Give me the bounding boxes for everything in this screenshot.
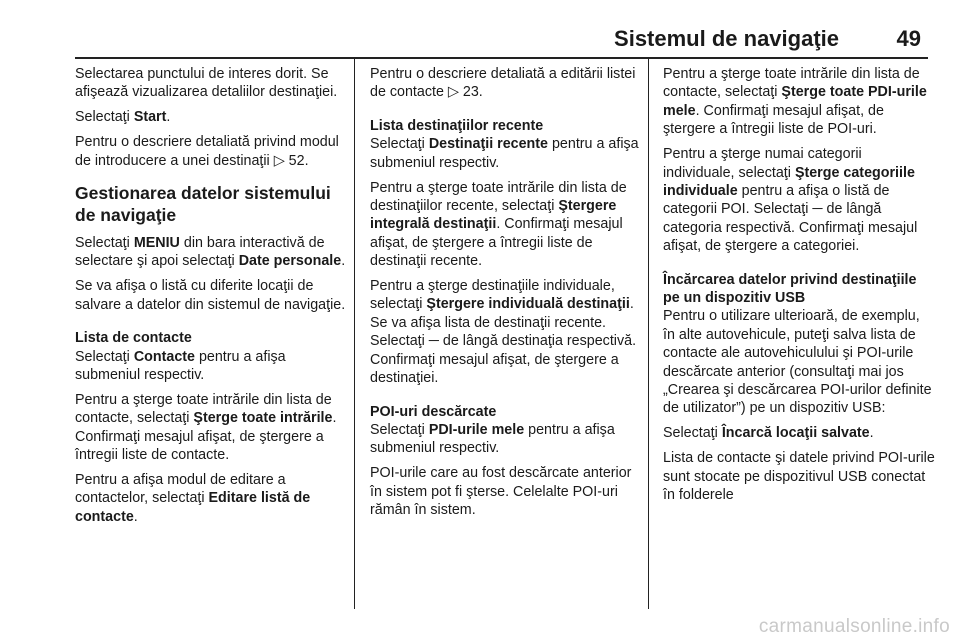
header-rule: [75, 57, 928, 59]
paragraph: Pentru o descriere detaliată a editării listei de contacte ▷ 23.: [370, 66, 636, 101]
paragraph: POI-urile care au fost descărcate anterior în sistem pot fi şterse. Celelalte POI-uri rămân în sistem.: [370, 465, 632, 519]
paragraph: Selectaţi MENIU din bara interactivă de selectare şi apoi selectaţi Date personale.: [75, 235, 346, 270]
page-number: 49: [896, 26, 921, 51]
page-reference-link[interactable]: ▷ 52.: [273, 152, 309, 169]
paragraph: Pentru a şterge destinaţiile individuale, selectaţi Ştergere individuală destinaţii. Se va afişa lista de destinaţii recente. Selectaţi ─ de lângă destinaţia respectivă. Confirmaţi mesajul afişat, de ştergere a destinaţiei.: [370, 278, 637, 387]
column-divider-1: [354, 58, 355, 609]
paragraph: Pentru o descriere detaliată privind modul de introducere a unei destinaţii ▷ 52.: [75, 134, 339, 169]
column-3: [663, 65, 935, 511]
paragraph: Lista de contacte şi datele privind POI-urile sunt stocate pe dispozitivul USB conectat în folderele: [663, 450, 935, 504]
subheading-downloaded-poi: POI-uri descărcate: [370, 403, 497, 420]
paragraph: Selectaţi Încarcă locaţii salvate.: [663, 425, 874, 442]
page-header: [75, 26, 925, 56]
column-1: [75, 65, 347, 533]
paragraph: Pentru a şterge toate intrările din lista de destinaţiilor recente, selectaţi Ştergere integrală destinaţii. Confirmaţi mesajul afişat, de ştergere a întregii liste de destinaţii recente.: [370, 179, 627, 270]
subheading-recent-destinations: Lista destinaţiilor recente: [370, 117, 544, 134]
paragraph: Se va afişa o listă cu diferite locaţii de salvare a datelor din sistemul de navigaţie.: [75, 278, 346, 313]
paragraph: Pentru o utilizare ulterioară, de exemplu, în alte autovehicule, puteţi salva lista de contacte ale autovehiculului şi POI-urile descărcate anterior (consultaţi mai jos „Crearea şi descărcarea POI-urilor definite de utilizator”) pe un dispozitiv USB:: [663, 308, 932, 417]
menu-term-start: Start: [133, 109, 167, 126]
column-divider-2: [648, 58, 649, 609]
subheading-usb-upload: Încărcarea datelor privind destinaţiile pe un dispozitiv USB: [663, 271, 917, 306]
watermark: carmanualsonline.info: [758, 616, 950, 637]
paragraph: Selectaţi Start.: [75, 109, 171, 126]
paragraph: Selectaţi PDI-urile mele pentru a afişa submeniul respectiv.: [370, 421, 615, 457]
page-title: Sistemul de navigaţie: [614, 26, 839, 51]
page-reference-link[interactable]: ▷ 23.: [447, 84, 483, 101]
paragraph: Selectaţi Destinaţii recente pentru a afişa submeniul respectiv.: [370, 136, 639, 171]
subheading-contacts: Lista de contacte: [75, 330, 192, 347]
paragraph: Selectarea punctului de interes dorit. Se afişează vizualizarea detaliilor destinaţiei.: [75, 66, 338, 101]
paragraph: Pentru a şterge numai categorii individuale, selectaţi Şterge categoriile individuale pentru a afişa o listă de categorii POI. Selectaţi ─ de lângă categoria respectivă. Confirmaţi mesajul afişat, de ştergere a categoriei.: [663, 146, 918, 255]
paragraph: Pentru a şterge toate intrările din lista de contacte, selectaţi Şterge toate intrările. Confirmaţi mesajul afişat, de ştergere a întregii liste de contacte.: [75, 391, 337, 464]
paragraph: Pentru a afişa modul de editare a contactelor, selectaţi Editare listă de contacte.: [75, 472, 311, 525]
column-2: [370, 65, 642, 526]
paragraph: Selectaţi Contacte pentru a afişa submeniul respectiv.: [75, 348, 286, 383]
paragraph: Pentru a şterge toate intrările din lista de contacte, selectaţi Şterge toate PDI-urile mele. Confirmaţi mesajul afişat, de ştergere a întregii liste de POI-uri.: [663, 66, 927, 138]
section-heading-data-management: Gestionarea datelor sistemului de navigaţie: [75, 183, 331, 226]
